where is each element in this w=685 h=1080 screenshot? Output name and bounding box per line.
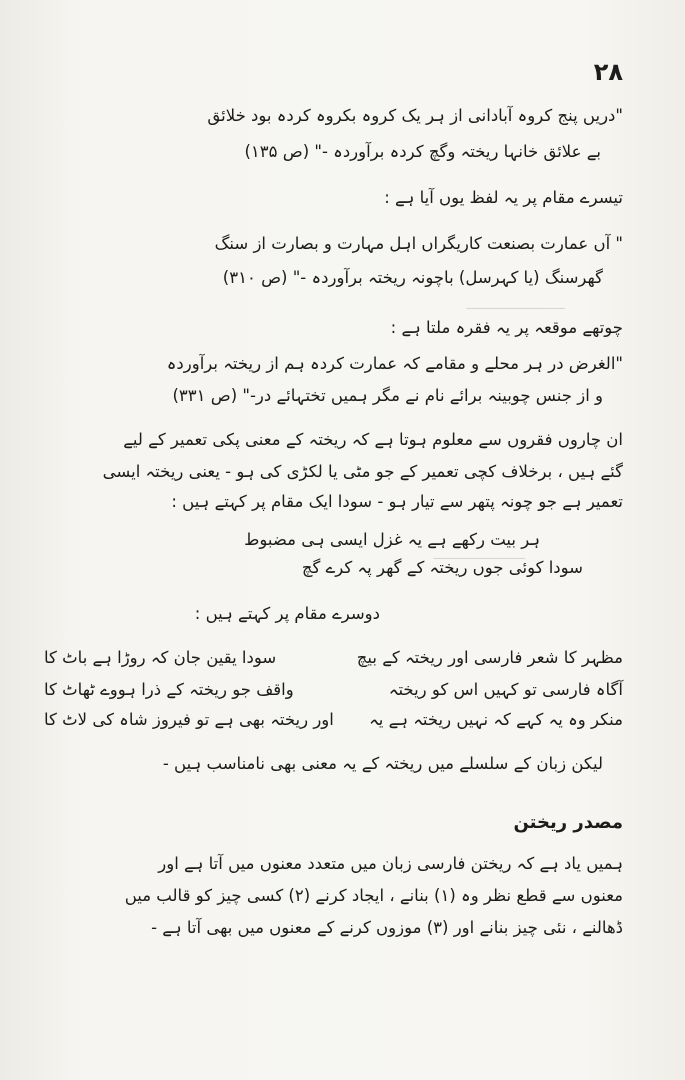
intro-second-place: دوسرے مقام پر کہتے ہیں : [194, 604, 380, 623]
verse2-right-2: آگاہ فارسی تو کہیں اس کو ریختہ [388, 680, 623, 699]
paragraph1-line1: ان چاروں فقروں سے معلوم ہوتا ہے کہ ریختہ کے معنی پکی تعمیر کے لیے [123, 430, 623, 449]
paragraph2: لیکن زبان کے سلسلے میں ریختہ کے یہ معنی بھی نامناسب ہیں - [162, 754, 603, 773]
verse1-line1: ہر بیت رکھے ہے یہ غزل ایسی ہی مضبوط [244, 530, 540, 549]
verse1-line2: سودا کوئی جوں ریختہ کے گھر پہ کرے گچ [301, 558, 583, 577]
quote1-line1: "دریں پنج کروہ آبادانی از ہر یک کروہ بکروہ کردہ بود خلائق [207, 106, 623, 125]
quote2-line1: " آں عمارت بصنعت کاریگراں اہل مہارت و بصارت از سنگ [214, 234, 623, 253]
intro-fourth-place: چوتھے موقعہ پر یہ فقرہ ملتا ہے : [390, 318, 623, 337]
paragraph1-line3: تعمیر ہے جو چونہ پتھر سے تیار ہو - سودا ایک مقام پر کہتے ہیں : [171, 492, 623, 511]
paragraph3-line3: ڈھالنے ، نئی چیز بنانے اور (۳) موزوں کرنے کے معنوں میں بھی آتا ہے - [151, 918, 623, 937]
verse2-right-3: منکر وہ یہ کہے کہ نہیں ریختہ ہے یہ [369, 710, 623, 729]
quote2-line2: گھرسنگ (یا کہرسل) باچونہ ریختہ برآوردہ -" (ص ۳۱۰) [222, 268, 603, 287]
section-heading: مصدر ریختن [513, 812, 623, 833]
quote3-line1: "الغرض در ہر محلے و مقامے کہ عمارت کردہ ہم از ریختہ برآوردہ [166, 354, 623, 373]
paragraph3-line1: ہمیں یاد ہے کہ ریختن فارسی زبان میں متعدد معنوں میں آتا ہے اور [158, 854, 623, 873]
paragraph1-line2: گئے ہیں ، برخلاف کچی تعمیر کے جو مٹی یا لکڑی کی ہو - یعنی ریختہ ایسی [102, 462, 623, 481]
quote1-line2: بے علائق خانہا ریختہ وگچ کردہ برآوردہ -" (ص ۱۳۵) [244, 142, 601, 161]
bleed-through-text: ــــــــــــــــــــــــــ [433, 548, 525, 562]
paragraph3-line2: معنوں سے قطع نظر وہ (۱) بنانے ، ایجاد کرنے (۲) کسی چیز کو قالب میں [124, 886, 623, 905]
verse2-left-2: واقف جو ریختہ کے ذرا ہووے ٹھاٹ کا [44, 680, 294, 699]
verse2-left-1: سودا یقین جان کہ روڑا ہے باٹ کا [44, 648, 277, 667]
quote3-line2: و از جنس چوبینہ برائے نام نے مگر ہمیں تختہائے در-" (ص ۳۳۱) [172, 386, 603, 405]
intro-third-place: تیسرے مقام پر یہ لفظ یوں آیا ہے : [384, 188, 623, 207]
verse2-right-1: مظہر کا شعر فارسی اور ریختہ کے بیچ [356, 648, 623, 667]
bleed-through-text: ــــــــــــــــــــــــــــ [466, 298, 565, 312]
page-number: ۲۸ [593, 58, 623, 86]
verse2-left-3: اور ریختہ بھی ہے تو فیروز شاہ کی لاٹ کا [44, 710, 334, 729]
